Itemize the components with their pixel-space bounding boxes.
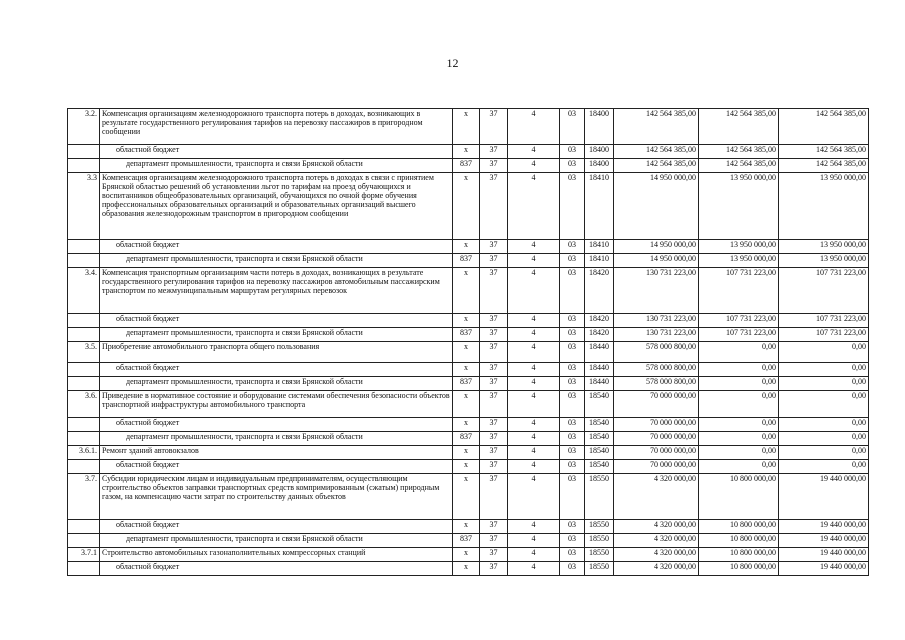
- section-code-cell: 03: [560, 418, 585, 432]
- amount-year1-cell: 578 000 800,00: [614, 377, 699, 391]
- amount-year2-cell: 0,00: [699, 342, 779, 363]
- item-name-cell: Субсидии юридическим лицам и индивидуальным предпринимателям, осуществляющим строительство объектов заправки транспортных средств компримированным (сжатым) природным газом, на компенсацию части затрат по строительству данных объектов: [100, 474, 453, 520]
- item-number-cell: [68, 534, 100, 548]
- table-row: [68, 432, 869, 446]
- amount-year1-cell: 70 000 000,00: [614, 446, 699, 460]
- subprogram-code-cell: 4: [508, 474, 560, 520]
- table-row: [68, 391, 869, 418]
- gr-code-cell: х: [453, 548, 480, 562]
- program-code-cell: 37: [480, 562, 508, 576]
- program-code-cell: 37: [480, 418, 508, 432]
- program-code-cell: 37: [480, 432, 508, 446]
- section-code-cell: 03: [560, 173, 585, 240]
- table-row: [68, 418, 869, 432]
- direction-code-cell: 18550: [585, 520, 614, 534]
- item-name-cell: Приобретение автомобильного транспорта общего пользования: [100, 342, 453, 363]
- table-row: [68, 446, 869, 460]
- gr-code-cell: 837: [453, 432, 480, 446]
- gr-code-cell: 837: [453, 328, 480, 342]
- subprogram-code-cell: 4: [508, 254, 560, 268]
- amount-year2-cell: 0,00: [699, 460, 779, 474]
- item-name-cell: областной бюджет: [100, 314, 453, 328]
- item-number-cell: 3.5.: [68, 342, 100, 363]
- amount-year3-cell: 142 564 385,00: [779, 109, 869, 145]
- program-code-cell: 37: [480, 342, 508, 363]
- section-code-cell: 03: [560, 363, 585, 377]
- table-row: [68, 240, 869, 254]
- item-number-cell: [68, 562, 100, 576]
- section-code-cell: 03: [560, 109, 585, 145]
- table-row: [68, 460, 869, 474]
- gr-code-cell: х: [453, 145, 480, 159]
- section-code-cell: 03: [560, 562, 585, 576]
- subprogram-code-cell: 4: [508, 159, 560, 173]
- program-code-cell: 37: [480, 363, 508, 377]
- table-row: [68, 173, 869, 240]
- item-number-cell: [68, 363, 100, 377]
- subprogram-code-cell: 4: [508, 109, 560, 145]
- amount-year3-cell: 0,00: [779, 446, 869, 460]
- table-row: [68, 548, 869, 562]
- program-code-cell: 37: [480, 145, 508, 159]
- amount-year3-cell: 0,00: [779, 342, 869, 363]
- subprogram-code-cell: 4: [508, 342, 560, 363]
- amount-year2-cell: 142 564 385,00: [699, 159, 779, 173]
- subprogram-code-cell: 4: [508, 173, 560, 240]
- gr-code-cell: х: [453, 268, 480, 314]
- amount-year2-cell: 13 950 000,00: [699, 173, 779, 240]
- section-code-cell: 03: [560, 377, 585, 391]
- direction-code-cell: 18550: [585, 562, 614, 576]
- amount-year3-cell: 19 440 000,00: [779, 534, 869, 548]
- direction-code-cell: 18550: [585, 474, 614, 520]
- amount-year3-cell: 142 564 385,00: [779, 145, 869, 159]
- amount-year2-cell: 107 731 223,00: [699, 314, 779, 328]
- amount-year3-cell: 142 564 385,00: [779, 159, 869, 173]
- program-code-cell: 37: [480, 314, 508, 328]
- item-name-cell: департамент промышленности, транспорта и связи Брянской области: [100, 254, 453, 268]
- item-number-cell: 3.7.: [68, 474, 100, 520]
- gr-code-cell: х: [453, 418, 480, 432]
- amount-year1-cell: 4 320 000,00: [614, 474, 699, 520]
- direction-code-cell: 18420: [585, 328, 614, 342]
- subprogram-code-cell: 4: [508, 520, 560, 534]
- item-number-cell: [68, 159, 100, 173]
- amount-year3-cell: 0,00: [779, 363, 869, 377]
- subprogram-code-cell: 4: [508, 328, 560, 342]
- amount-year2-cell: 142 564 385,00: [699, 145, 779, 159]
- item-number-cell: 3.2.: [68, 109, 100, 145]
- gr-code-cell: х: [453, 363, 480, 377]
- direction-code-cell: 18540: [585, 418, 614, 432]
- gr-code-cell: х: [453, 391, 480, 418]
- direction-code-cell: 18410: [585, 173, 614, 240]
- item-number-cell: [68, 240, 100, 254]
- direction-code-cell: 18410: [585, 240, 614, 254]
- program-code-cell: 37: [480, 548, 508, 562]
- amount-year2-cell: 0,00: [699, 363, 779, 377]
- gr-code-cell: 837: [453, 254, 480, 268]
- section-code-cell: 03: [560, 159, 585, 173]
- subprogram-code-cell: 4: [508, 562, 560, 576]
- amount-year3-cell: 0,00: [779, 460, 869, 474]
- amount-year2-cell: 13 950 000,00: [699, 240, 779, 254]
- budget-table: [67, 108, 869, 576]
- section-code-cell: 03: [560, 328, 585, 342]
- program-code-cell: 37: [480, 328, 508, 342]
- subprogram-code-cell: 4: [508, 446, 560, 460]
- gr-code-cell: 837: [453, 377, 480, 391]
- amount-year1-cell: 4 320 000,00: [614, 562, 699, 576]
- amount-year1-cell: 14 950 000,00: [614, 254, 699, 268]
- gr-code-cell: х: [453, 173, 480, 240]
- table-row: [68, 159, 869, 173]
- amount-year3-cell: 0,00: [779, 391, 869, 418]
- program-code-cell: 37: [480, 391, 508, 418]
- gr-code-cell: х: [453, 446, 480, 460]
- section-code-cell: 03: [560, 520, 585, 534]
- program-code-cell: 37: [480, 109, 508, 145]
- table-row: [68, 474, 869, 520]
- program-code-cell: 37: [480, 460, 508, 474]
- section-code-cell: 03: [560, 548, 585, 562]
- amount-year3-cell: 13 950 000,00: [779, 240, 869, 254]
- table-row: [68, 562, 869, 576]
- amount-year1-cell: 142 564 385,00: [614, 159, 699, 173]
- amount-year1-cell: 70 000 000,00: [614, 460, 699, 474]
- table-row: [68, 314, 869, 328]
- section-code-cell: 03: [560, 145, 585, 159]
- direction-code-cell: 18540: [585, 446, 614, 460]
- item-number-cell: [68, 145, 100, 159]
- amount-year1-cell: 4 320 000,00: [614, 534, 699, 548]
- amount-year2-cell: 10 800 000,00: [699, 534, 779, 548]
- direction-code-cell: 18550: [585, 548, 614, 562]
- subprogram-code-cell: 4: [508, 534, 560, 548]
- gr-code-cell: х: [453, 314, 480, 328]
- amount-year2-cell: 0,00: [699, 418, 779, 432]
- item-name-cell: областной бюджет: [100, 418, 453, 432]
- item-number-cell: [68, 418, 100, 432]
- amount-year3-cell: 0,00: [779, 377, 869, 391]
- subprogram-code-cell: 4: [508, 432, 560, 446]
- table-row: [68, 363, 869, 377]
- subprogram-code-cell: 4: [508, 377, 560, 391]
- amount-year1-cell: 14 950 000,00: [614, 173, 699, 240]
- amount-year2-cell: 10 800 000,00: [699, 562, 779, 576]
- amount-year3-cell: 19 440 000,00: [779, 520, 869, 534]
- program-code-cell: 37: [480, 474, 508, 520]
- gr-code-cell: х: [453, 109, 480, 145]
- subprogram-code-cell: 4: [508, 240, 560, 254]
- program-code-cell: 37: [480, 268, 508, 314]
- direction-code-cell: 18400: [585, 159, 614, 173]
- amount-year1-cell: 142 564 385,00: [614, 109, 699, 145]
- program-code-cell: 37: [480, 446, 508, 460]
- item-number-cell: 3.6.1.: [68, 446, 100, 460]
- item-name-cell: департамент промышленности, транспорта и связи Брянской области: [100, 328, 453, 342]
- amount-year3-cell: 13 950 000,00: [779, 173, 869, 240]
- gr-code-cell: х: [453, 474, 480, 520]
- amount-year3-cell: 13 950 000,00: [779, 254, 869, 268]
- table-body: [68, 109, 869, 576]
- direction-code-cell: 18540: [585, 391, 614, 418]
- direction-code-cell: 18540: [585, 432, 614, 446]
- item-number-cell: [68, 460, 100, 474]
- amount-year2-cell: 0,00: [699, 432, 779, 446]
- amount-year2-cell: 0,00: [699, 446, 779, 460]
- amount-year3-cell: 107 731 223,00: [779, 268, 869, 314]
- amount-year1-cell: 578 000 800,00: [614, 342, 699, 363]
- direction-code-cell: 18400: [585, 109, 614, 145]
- item-name-cell: Компенсация организациям железнодорожного транспорта потерь в доходах, возникающих в результате государственного регулирования тарифов на перевозку пассажиров в пригородном сообщении: [100, 109, 453, 145]
- item-name-cell: департамент промышленности, транспорта и связи Брянской области: [100, 432, 453, 446]
- subprogram-code-cell: 4: [508, 145, 560, 159]
- table-row: [68, 254, 869, 268]
- item-name-cell: Приведение в нормативное состояние и оборудование системами обеспечения безопасности объектов транспортной инфраструктуры автомобильного транспорта: [100, 391, 453, 418]
- subprogram-code-cell: 4: [508, 460, 560, 474]
- gr-code-cell: х: [453, 520, 480, 534]
- section-code-cell: 03: [560, 342, 585, 363]
- item-name-cell: Строительство автомобильных газонаполнительных компрессорных станций: [100, 548, 453, 562]
- amount-year2-cell: 107 731 223,00: [699, 268, 779, 314]
- gr-code-cell: х: [453, 460, 480, 474]
- amount-year1-cell: 4 320 000,00: [614, 520, 699, 534]
- amount-year2-cell: 10 800 000,00: [699, 520, 779, 534]
- item-name-cell: областной бюджет: [100, 240, 453, 254]
- item-name-cell: областной бюджет: [100, 520, 453, 534]
- amount-year1-cell: 70 000 000,00: [614, 418, 699, 432]
- amount-year3-cell: 19 440 000,00: [779, 562, 869, 576]
- table-row: [68, 342, 869, 363]
- table-row: [68, 109, 869, 145]
- amount-year1-cell: 4 320 000,00: [614, 548, 699, 562]
- amount-year1-cell: 130 731 223,00: [614, 328, 699, 342]
- amount-year1-cell: 70 000 000,00: [614, 432, 699, 446]
- amount-year2-cell: 10 800 000,00: [699, 548, 779, 562]
- amount-year2-cell: 10 800 000,00: [699, 474, 779, 520]
- gr-code-cell: х: [453, 342, 480, 363]
- subprogram-code-cell: 4: [508, 391, 560, 418]
- amount-year2-cell: 13 950 000,00: [699, 254, 779, 268]
- section-code-cell: 03: [560, 240, 585, 254]
- program-code-cell: 37: [480, 159, 508, 173]
- gr-code-cell: х: [453, 562, 480, 576]
- item-name-cell: областной бюджет: [100, 145, 453, 159]
- section-code-cell: 03: [560, 460, 585, 474]
- item-number-cell: 3.3: [68, 173, 100, 240]
- program-code-cell: 37: [480, 254, 508, 268]
- item-number-cell: [68, 314, 100, 328]
- item-name-cell: областной бюджет: [100, 562, 453, 576]
- item-name-cell: областной бюджет: [100, 460, 453, 474]
- direction-code-cell: 18440: [585, 377, 614, 391]
- item-number-cell: [68, 432, 100, 446]
- direction-code-cell: 18420: [585, 314, 614, 328]
- section-code-cell: 03: [560, 474, 585, 520]
- item-name-cell: департамент промышленности, транспорта и связи Брянской области: [100, 159, 453, 173]
- direction-code-cell: 18410: [585, 254, 614, 268]
- subprogram-code-cell: 4: [508, 548, 560, 562]
- table-row: [68, 328, 869, 342]
- amount-year2-cell: 107 731 223,00: [699, 328, 779, 342]
- amount-year3-cell: 107 731 223,00: [779, 314, 869, 328]
- table-row: [68, 145, 869, 159]
- item-number-cell: 3.4.: [68, 268, 100, 314]
- gr-code-cell: 837: [453, 534, 480, 548]
- amount-year2-cell: 0,00: [699, 377, 779, 391]
- item-number-cell: [68, 377, 100, 391]
- gr-code-cell: 837: [453, 159, 480, 173]
- amount-year3-cell: 107 731 223,00: [779, 328, 869, 342]
- subprogram-code-cell: 4: [508, 314, 560, 328]
- gr-code-cell: х: [453, 240, 480, 254]
- table-row: [68, 377, 869, 391]
- program-code-cell: 37: [480, 377, 508, 391]
- item-name-cell: Компенсация организациям железнодорожного транспорта потерь в доходах в связи с принятием Брянской областью решений об установлении льгот по тарифам на проезд обучающихся и воспитанников общеобразовательных организаций, обучающихся по очной форме обучения профессиональных образовательных организаций и образовательных организаций высшего образования железнодорожным транспортом в пригородном сообщении: [100, 173, 453, 240]
- item-number-cell: [68, 328, 100, 342]
- amount-year1-cell: 130 731 223,00: [614, 268, 699, 314]
- direction-code-cell: 18550: [585, 534, 614, 548]
- item-name-cell: департамент промышленности, транспорта и связи Брянской области: [100, 534, 453, 548]
- amount-year1-cell: 578 000 800,00: [614, 363, 699, 377]
- section-code-cell: 03: [560, 534, 585, 548]
- program-code-cell: 37: [480, 173, 508, 240]
- amount-year1-cell: 130 731 223,00: [614, 314, 699, 328]
- item-number-cell: [68, 520, 100, 534]
- table-row: [68, 520, 869, 534]
- direction-code-cell: 18420: [585, 268, 614, 314]
- amount-year3-cell: 0,00: [779, 432, 869, 446]
- section-code-cell: 03: [560, 391, 585, 418]
- program-code-cell: 37: [480, 534, 508, 548]
- amount-year1-cell: 14 950 000,00: [614, 240, 699, 254]
- direction-code-cell: 18440: [585, 342, 614, 363]
- program-code-cell: 37: [480, 520, 508, 534]
- item-number-cell: 3.7.1: [68, 548, 100, 562]
- subprogram-code-cell: 4: [508, 363, 560, 377]
- section-code-cell: 03: [560, 254, 585, 268]
- item-name-cell: областной бюджет: [100, 363, 453, 377]
- amount-year3-cell: 19 440 000,00: [779, 548, 869, 562]
- direction-code-cell: 18540: [585, 460, 614, 474]
- item-name-cell: Ремонт зданий автовокзалов: [100, 446, 453, 460]
- item-number-cell: [68, 254, 100, 268]
- section-code-cell: 03: [560, 268, 585, 314]
- amount-year3-cell: 0,00: [779, 418, 869, 432]
- table-row: [68, 534, 869, 548]
- item-name-cell: департамент промышленности, транспорта и связи Брянской области: [100, 377, 453, 391]
- program-code-cell: 37: [480, 240, 508, 254]
- section-code-cell: 03: [560, 446, 585, 460]
- page-number: 12: [446, 56, 459, 70]
- amount-year3-cell: 19 440 000,00: [779, 474, 869, 520]
- subprogram-code-cell: 4: [508, 418, 560, 432]
- item-number-cell: 3.6.: [68, 391, 100, 418]
- item-name-cell: Компенсация транспортным организациям части потерь в доходах, возникающих в результате государственного регулирования тарифов на перевозку пассажиров автомобильным пассажирским транспортом по межмуниципальным маршрутам регулярных перевозок: [100, 268, 453, 314]
- direction-code-cell: 18440: [585, 363, 614, 377]
- table-row: [68, 268, 869, 314]
- section-code-cell: 03: [560, 314, 585, 328]
- amount-year2-cell: 142 564 385,00: [699, 109, 779, 145]
- amount-year1-cell: 142 564 385,00: [614, 145, 699, 159]
- amount-year1-cell: 70 000 000,00: [614, 391, 699, 418]
- subprogram-code-cell: 4: [508, 268, 560, 314]
- amount-year2-cell: 0,00: [699, 391, 779, 418]
- direction-code-cell: 18400: [585, 145, 614, 159]
- section-code-cell: 03: [560, 432, 585, 446]
